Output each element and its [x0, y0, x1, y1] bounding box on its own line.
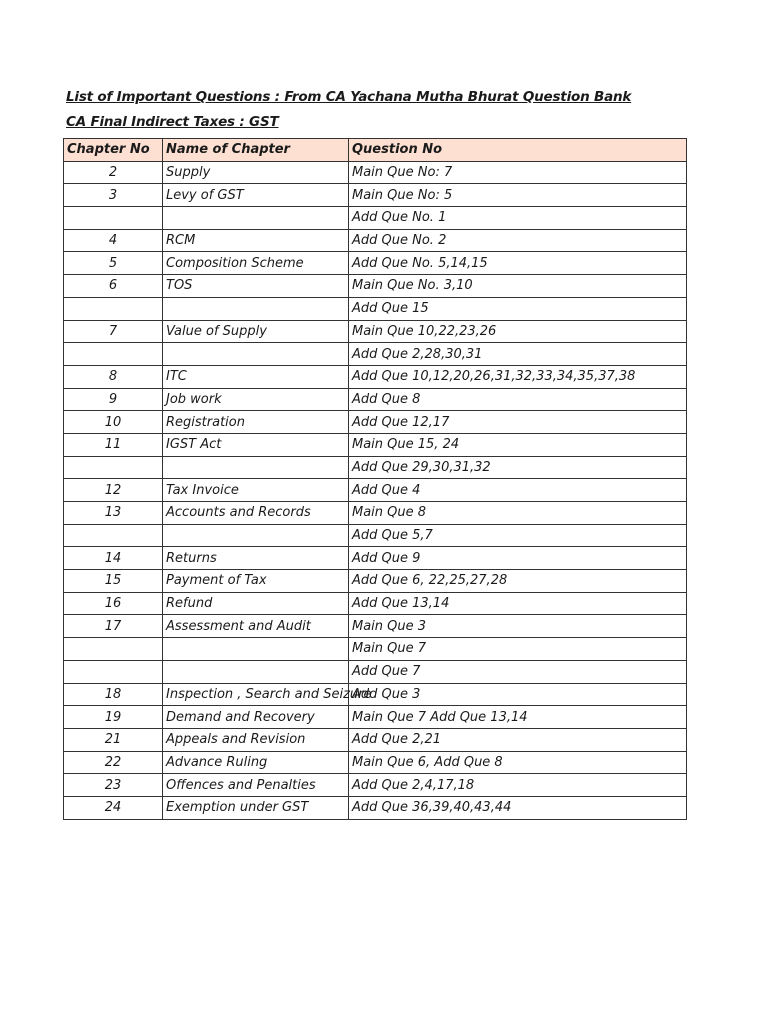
- table-row: [64, 502, 687, 525]
- table-row: [64, 638, 687, 661]
- cell-question-no: Add Que 2,28,30,31: [349, 343, 687, 366]
- cell-chapter-name: Returns: [163, 547, 349, 570]
- table-row: [64, 184, 687, 207]
- table-row: [64, 297, 687, 320]
- cell-chapter-name: Demand and Recovery: [163, 706, 349, 729]
- cell-chapter-name: [163, 456, 349, 479]
- table-row: [64, 774, 687, 797]
- cell-chapter-no: 10: [64, 411, 163, 434]
- cell-chapter-name: IGST Act: [163, 433, 349, 456]
- cell-question-no: Add Que 15: [349, 297, 687, 320]
- cell-question-no: Add Que 4: [349, 479, 687, 502]
- table-row: [64, 343, 687, 366]
- cell-chapter-name: Levy of GST: [163, 184, 349, 207]
- cell-chapter-no: 5: [64, 252, 163, 275]
- table-row: [64, 683, 687, 706]
- cell-question-no: Main Que 8: [349, 502, 687, 525]
- cell-question-no: Add Que 3: [349, 683, 687, 706]
- cell-chapter-name: Composition Scheme: [163, 252, 349, 275]
- header-name-of-chapter: Name of Chapter: [163, 139, 349, 162]
- cell-chapter-name: [163, 660, 349, 683]
- cell-question-no: Add Que 36,39,40,43,44: [349, 796, 687, 819]
- header-chapter-no: Chapter No: [64, 139, 163, 162]
- table-body: [64, 161, 687, 819]
- cell-chapter-no: 17: [64, 615, 163, 638]
- cell-question-no: Main Que 6, Add Que 8: [349, 751, 687, 774]
- cell-chapter-no: 13: [64, 502, 163, 525]
- table-row: [64, 524, 687, 547]
- cell-question-no: Main Que 7: [349, 638, 687, 661]
- cell-question-no: Add Que 9: [349, 547, 687, 570]
- cell-chapter-no: 11: [64, 433, 163, 456]
- cell-question-no: Add Que 29,30,31,32: [349, 456, 687, 479]
- cell-chapter-name: [163, 524, 349, 547]
- cell-chapter-no: 15: [64, 570, 163, 593]
- cell-chapter-name: TOS: [163, 275, 349, 298]
- table-row: [64, 615, 687, 638]
- cell-chapter-name: Refund: [163, 592, 349, 615]
- table-row: [64, 411, 687, 434]
- cell-question-no: Main Que No. 3,10: [349, 275, 687, 298]
- cell-chapter-no: [64, 207, 163, 230]
- cell-chapter-no: [64, 343, 163, 366]
- cell-chapter-no: 4: [64, 229, 163, 252]
- cell-chapter-name: Advance Ruling: [163, 751, 349, 774]
- table-row: [64, 252, 687, 275]
- table-row: [64, 706, 687, 729]
- cell-chapter-name: Inspection , Search and Seizure: [163, 683, 349, 706]
- table-row: [64, 547, 687, 570]
- cell-question-no: Add Que 2,4,17,18: [349, 774, 687, 797]
- cell-chapter-name: [163, 638, 349, 661]
- cell-question-no: Main Que 15, 24: [349, 433, 687, 456]
- cell-question-no: Add Que 13,14: [349, 592, 687, 615]
- cell-chapter-name: ITC: [163, 365, 349, 388]
- table-row: [64, 479, 687, 502]
- cell-chapter-name: [163, 343, 349, 366]
- cell-question-no: Add Que No. 2: [349, 229, 687, 252]
- header-row: [64, 139, 687, 162]
- table-row: [64, 365, 687, 388]
- cell-chapter-name: Job work: [163, 388, 349, 411]
- table-row: [64, 388, 687, 411]
- table-row: [64, 456, 687, 479]
- cell-chapter-name: Supply: [163, 161, 349, 184]
- cell-chapter-no: [64, 456, 163, 479]
- cell-chapter-no: [64, 297, 163, 320]
- table-header: [64, 139, 687, 162]
- cell-question-no: Add Que 10,12,20,26,31,32,33,34,35,37,38: [349, 365, 687, 388]
- cell-chapter-name: Accounts and Records: [163, 502, 349, 525]
- cell-question-no: Add Que 5,7: [349, 524, 687, 547]
- cell-question-no: Main Que 7 Add Que 13,14: [349, 706, 687, 729]
- cell-chapter-no: 24: [64, 796, 163, 819]
- cell-chapter-name: Registration: [163, 411, 349, 434]
- cell-chapter-no: 19: [64, 706, 163, 729]
- cell-chapter-no: 14: [64, 547, 163, 570]
- table-row: [64, 161, 687, 184]
- page-subtitle: CA Final Indirect Taxes : GST: [66, 114, 279, 130]
- cell-question-no: Add Que No. 5,14,15: [349, 252, 687, 275]
- cell-chapter-name: Payment of Tax: [163, 570, 349, 593]
- cell-chapter-no: 22: [64, 751, 163, 774]
- cell-chapter-no: 7: [64, 320, 163, 343]
- cell-chapter-name: [163, 207, 349, 230]
- cell-chapter-no: 9: [64, 388, 163, 411]
- cell-chapter-no: 21: [64, 728, 163, 751]
- cell-chapter-no: 2: [64, 161, 163, 184]
- cell-question-no: Add Que 2,21: [349, 728, 687, 751]
- cell-chapter-name: Offences and Penalties: [163, 774, 349, 797]
- cell-question-no: Main Que 3: [349, 615, 687, 638]
- cell-question-no: Add Que 7: [349, 660, 687, 683]
- cell-chapter-name: Assessment and Audit: [163, 615, 349, 638]
- table-row: [64, 229, 687, 252]
- cell-chapter-name: Exemption under GST: [163, 796, 349, 819]
- table-row: [64, 433, 687, 456]
- table-row: [64, 660, 687, 683]
- questions-table: [63, 138, 687, 820]
- cell-question-no: Main Que 10,22,23,26: [349, 320, 687, 343]
- table-row: [64, 570, 687, 593]
- cell-chapter-name: Value of Supply: [163, 320, 349, 343]
- table-row: [64, 751, 687, 774]
- cell-question-no: Add Que 12,17: [349, 411, 687, 434]
- table-row: [64, 796, 687, 819]
- cell-chapter-no: 12: [64, 479, 163, 502]
- table-row: [64, 207, 687, 230]
- cell-chapter-no: 16: [64, 592, 163, 615]
- cell-chapter-no: 8: [64, 365, 163, 388]
- page-title: List of Important Questions : From CA Yachana Mutha Bhurat Question Bank: [66, 89, 632, 105]
- cell-question-no: Add Que 8: [349, 388, 687, 411]
- cell-question-no: Add Que 6, 22,25,27,28: [349, 570, 687, 593]
- cell-chapter-no: 23: [64, 774, 163, 797]
- cell-chapter-no: [64, 524, 163, 547]
- cell-question-no: Main Que No: 5: [349, 184, 687, 207]
- cell-chapter-no: 6: [64, 275, 163, 298]
- header-question-no: Question No: [349, 139, 687, 162]
- cell-question-no: Main Que No: 7: [349, 161, 687, 184]
- table-row: [64, 320, 687, 343]
- cell-chapter-no: 3: [64, 184, 163, 207]
- table-row: [64, 728, 687, 751]
- cell-chapter-no: 18: [64, 683, 163, 706]
- table-row: [64, 275, 687, 298]
- cell-chapter-name: Appeals and Revision: [163, 728, 349, 751]
- cell-chapter-name: Tax Invoice: [163, 479, 349, 502]
- cell-chapter-no: [64, 660, 163, 683]
- cell-chapter-name: RCM: [163, 229, 349, 252]
- cell-question-no: Add Que No. 1: [349, 207, 687, 230]
- cell-chapter-name: [163, 297, 349, 320]
- table-row: [64, 592, 687, 615]
- cell-chapter-no: [64, 638, 163, 661]
